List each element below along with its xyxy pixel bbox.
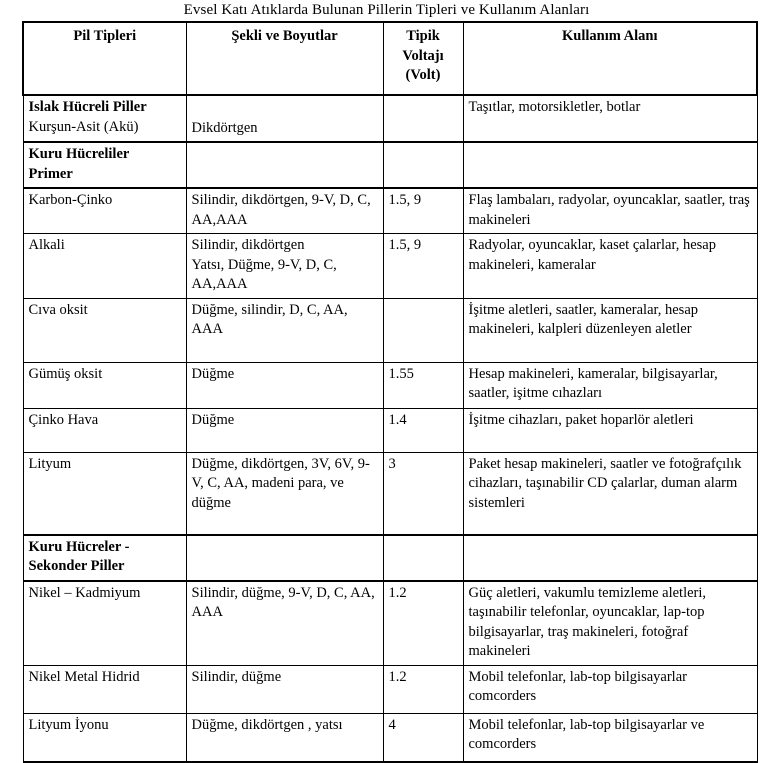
cell-voltage [383, 535, 463, 581]
cell-usage: Radyolar, oyuncaklar, kaset çalarlar, hesap makineleri, kameralar [463, 234, 757, 299]
cell-battery-type: Alkali [23, 234, 186, 299]
table-row [23, 713, 757, 762]
table-section-row [23, 535, 757, 581]
cell-shape: Silindir, düğme [186, 665, 383, 713]
column-header-line-3: (Volt) [405, 67, 441, 83]
cell-usage [463, 142, 757, 188]
cell-usage: Güç aletleri, vakumlu temizleme aletleri, taşınabilir telefonlar, oyuncaklar, lap-top bilgisayarlar, traş makineleri, fotoğraf makineleri [463, 581, 757, 666]
column-header-pil-tipleri: Pil Tipleri [23, 22, 186, 95]
cell-voltage [383, 95, 463, 142]
cell-voltage [383, 298, 463, 362]
column-header-line-2: Voltajı [402, 47, 444, 64]
cell-shape: Düğme, silindir, D, C, AA, AAA [186, 298, 383, 362]
cell-voltage: 1.4 [383, 408, 463, 452]
column-header-tipik-voltaji [383, 22, 463, 95]
cell-usage [463, 535, 757, 581]
section-title-line-1: Kuru Hücreliler [28, 146, 130, 162]
cell-voltage: 3 [383, 452, 463, 535]
cell-battery-type: Nikel Metal Hidrid [23, 665, 186, 713]
cell-voltage: 1.55 [383, 362, 463, 408]
cell-voltage: 1.2 [383, 665, 463, 713]
column-header-sekli-ve-boyutlar: Şekli ve Boyutlar [186, 22, 383, 95]
cell-shape [186, 142, 383, 188]
table-section-row [23, 142, 757, 188]
section-title-line-2: Primer [28, 165, 73, 182]
cell-shape [186, 535, 383, 581]
cell-battery-type: Cıva oksit [23, 298, 186, 362]
cell-battery-type: Lityum [23, 452, 186, 535]
cell-shape [186, 234, 383, 299]
cell-usage: Flaş lambaları, radyolar, oyuncaklar, saatler, traş makineleri [463, 188, 757, 234]
cell-shape: Düğme [186, 362, 383, 408]
table-row [23, 581, 757, 666]
cell-usage: Hesap makineleri, kameralar, bilgisayarlar, saatler, işitme cıhazları [463, 362, 757, 408]
cell-usage: İşitme aletleri, saatler, kameralar, hesap makineleri, kalpleri düzenleyen aletler [463, 298, 757, 362]
table-row [23, 298, 757, 362]
section-title-line-2: Sekonder Piller [28, 558, 125, 574]
cell-battery-type: Çinko Hava [23, 408, 186, 452]
cell-usage: İşitme cihazları, paket hoparlör aletleri [463, 408, 757, 452]
cell-voltage: 1.5, 9 [383, 234, 463, 299]
cell-battery-type: Lityum İyonu [23, 713, 186, 762]
cell-usage: Paket hesap makineleri, saatler ve fotoğrafçılık cihazları, taşınabilir CD çalarlar, duman alarm sistemleri [463, 452, 757, 535]
cell-battery-type [23, 95, 186, 142]
table-row [23, 362, 757, 408]
table-row [23, 452, 757, 535]
cell-usage: Mobil telefonlar, lab-top bilgisayarlar comcorders [463, 665, 757, 713]
table-caption: Evsel Katı Atıklarda Bulunan Pillerin Tipleri ve Kullanım Alanları [183, 2, 590, 18]
cell-battery-type: Gümüş oksit [23, 362, 186, 408]
shape-line-2: Yatsı, Düğme, 9-V, D, C, AA,AAA [191, 256, 337, 292]
cell-voltage: 1.2 [383, 581, 463, 666]
cell-section-title [23, 535, 186, 581]
cell-voltage: 4 [383, 713, 463, 762]
battery-type-line-2: Kurşun-Asit (Akü) [28, 118, 139, 135]
table-row [23, 665, 757, 713]
table-row [23, 408, 757, 452]
shape-line-1: Silindir, dikdörtgen [191, 237, 305, 253]
cell-usage: Taşıtlar, motorsikletler, botlar [463, 95, 757, 142]
cell-shape: Silindir, düğme, 9-V, D, C, AA, AAA [186, 581, 383, 666]
cell-shape: Düğme [186, 408, 383, 452]
column-header-kullanim-alani: Kullanım Alanı [463, 22, 757, 95]
cell-shape: Düğme, dikdörtgen, 3V, 6V, 9-V, C, AA, madeni para, ve düğme [186, 452, 383, 535]
table-header-row [23, 22, 757, 95]
cell-battery-type: Nikel – Kadmiyum [23, 581, 186, 666]
cell-shape: Dikdörtgen [186, 95, 383, 142]
cell-shape: Düğme, dikdörtgen , yatsı [186, 713, 383, 762]
table-row [23, 234, 757, 299]
table-row [23, 188, 757, 234]
section-title-line-1: Kuru Hücreler - [28, 538, 130, 555]
cell-voltage: 1.5, 9 [383, 188, 463, 234]
column-header-line-1: Tipik [406, 28, 440, 44]
cell-usage: Mobil telefonlar, lab-top bilgisayarlar ve comcorders [463, 713, 757, 762]
cell-voltage [383, 142, 463, 188]
cell-shape: Silindir, dikdörtgen, 9-V, D, C, AA,AAA [186, 188, 383, 234]
cell-section-title [23, 142, 186, 188]
table-row [23, 95, 757, 142]
cell-battery-type: Karbon-Çinko [23, 188, 186, 234]
battery-type-line-1: Islak Hücreli Piller [28, 99, 147, 115]
battery-types-table [22, 21, 758, 763]
